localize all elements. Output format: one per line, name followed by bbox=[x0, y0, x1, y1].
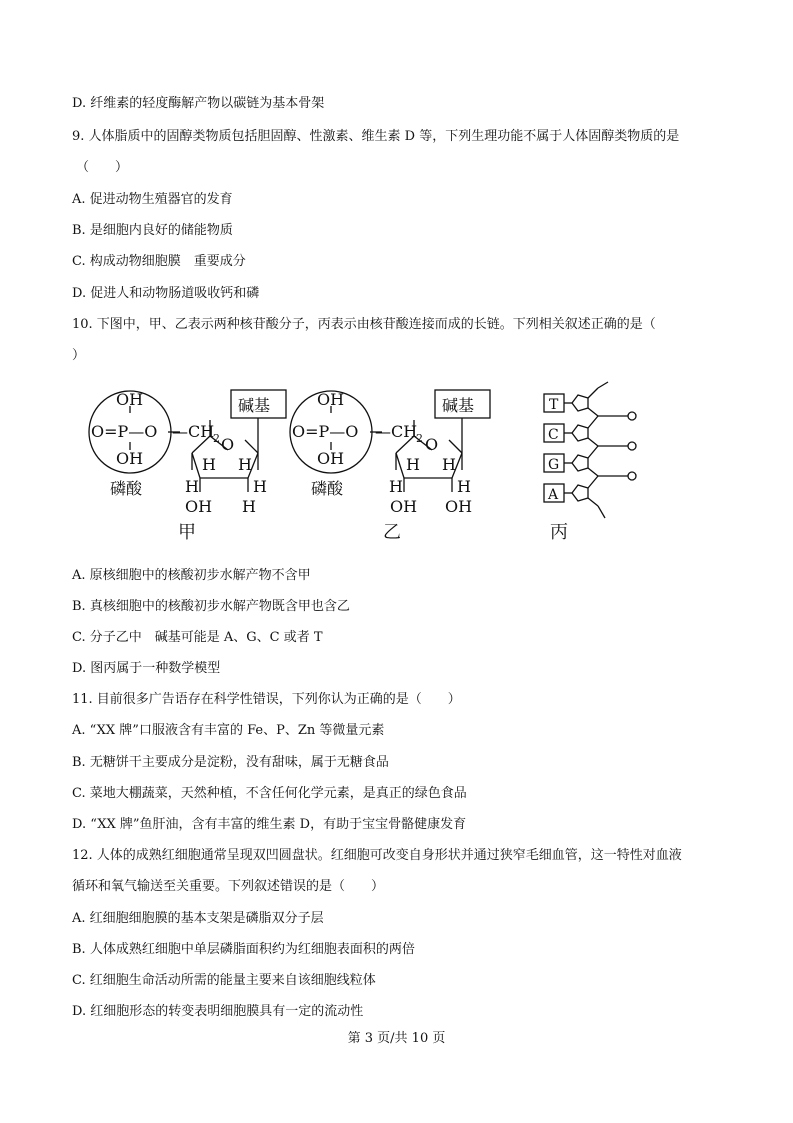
question-11: 11. 目前很多广告语存在科学性错误，下列你认为正确的是（ ） bbox=[72, 692, 461, 707]
chain-base-c: C bbox=[548, 427, 559, 443]
q10-option-a: A. 原核细胞中的核酸初步水解产物不含甲 bbox=[72, 568, 311, 583]
q12-option-c: C. 红细胞生命活动所需的能量主要来自该细胞线粒体 bbox=[72, 973, 376, 988]
jia-h-outer-left: H bbox=[185, 477, 199, 496]
q11-option-d: D. “XX 牌”鱼肝油，含有丰富的维生素 D，有助于宝宝骨骼健康发育 bbox=[72, 817, 467, 832]
q10-option-d: D. 图丙属于一种数学模型 bbox=[72, 661, 221, 676]
figure-label-jia: 甲 bbox=[178, 522, 196, 543]
q12-option-a: A. 红细胞细胞膜的基本支架是磷脂双分子层 bbox=[72, 911, 324, 926]
question-10: 10. 下图中，甲、乙表示两种核苷酸分子，丙表示由核苷酸连接而成的长链。下列相关叙述正确的是（ bbox=[72, 317, 656, 332]
yi-h-outer-right: H bbox=[457, 477, 471, 496]
q11-option-a: A. “XX 牌”口服液含有丰富的 Fe、P、Zn 等微量元素 bbox=[72, 723, 385, 738]
jia-oh-sugar: OH bbox=[185, 497, 213, 516]
question-12-cont: 循环和氧气输送至关重要。下列叙述错误的是（ ） bbox=[72, 879, 385, 894]
yi-oh-left: OH bbox=[390, 497, 418, 516]
jia-ch2: —CH bbox=[172, 422, 215, 441]
q11-option-b: B. 无糖饼干主要成分是淀粉，没有甜味，属于无糖食品 bbox=[72, 755, 389, 770]
yi-h-outer-left: H bbox=[389, 477, 403, 496]
question-12: 12. 人体的成熟红细胞通常呈现双凹圆盘状。红细胞可改变自身形状并通过狭窄毛细血管，这一特性对血液 bbox=[72, 848, 682, 863]
yi-ch2-sub: 2 bbox=[416, 432, 423, 445]
question-9: 9. 人体脂质中的固醇类物质包括胆固醇、性激素、维生素 D 等，下列生理功能不属于人体固醇类物质的是 bbox=[72, 129, 680, 144]
jia-ring-o: O bbox=[221, 435, 235, 454]
question-9-bracket: （ ） bbox=[76, 160, 129, 175]
q10-option-c: C. 分子乙中 碱基可能是 A、G、C 或者 T bbox=[72, 630, 323, 645]
chain-base-g: G bbox=[548, 457, 560, 473]
nucleotide-figure bbox=[0, 378, 793, 558]
yi-base-label: 碱基 bbox=[442, 396, 475, 415]
q9-option-c: C. 构成动物细胞膜 重要成分 bbox=[72, 254, 246, 269]
figure-label-yi: 乙 bbox=[383, 522, 401, 543]
page-footer: 第 3 页/共 10 页 bbox=[347, 1031, 446, 1046]
q11-option-c: C. 菜地大棚蔬菜，天然种植，不含任何化学元素，是真正的绿色食品 bbox=[72, 786, 467, 801]
jia-phosphate-group: O=P—O bbox=[91, 422, 158, 441]
chain-base-t: T bbox=[549, 397, 559, 413]
yi-ch2: —CH bbox=[375, 422, 418, 441]
jia-base-label: 碱基 bbox=[238, 396, 271, 415]
q9-option-b: B. 是细胞内良好的储能物质 bbox=[72, 223, 233, 238]
yi-phosphate-group: O=P—O bbox=[292, 422, 359, 441]
yi-oh-bottom: OH bbox=[317, 449, 345, 468]
yi-phosphate-label: 磷酸 bbox=[311, 479, 344, 498]
jia-h-right: H bbox=[238, 455, 252, 474]
figure-label-bing: 丙 bbox=[550, 522, 568, 543]
line-d-cellulose: D. 纤维素的轻度酶解产物以碳链为基本骨架 bbox=[72, 96, 325, 111]
yi-oh-top: OH bbox=[317, 390, 345, 409]
yi-h-right: H bbox=[442, 455, 456, 474]
jia-h-outer-right: H bbox=[253, 477, 267, 496]
yi-h-left: H bbox=[406, 455, 420, 474]
q10-option-b: B. 真核细胞中的核酸初步水解产物既含甲也含乙 bbox=[72, 599, 350, 614]
question-10-bracket: ） bbox=[72, 348, 86, 363]
jia-h-left: H bbox=[202, 455, 216, 474]
q9-option-d: D. 促进人和动物肠道吸收钙和磷 bbox=[72, 286, 260, 301]
q12-option-d: D. 红细胞形态的转变表明细胞膜具有一定的流动性 bbox=[72, 1004, 364, 1019]
jia-oh-top: OH bbox=[116, 390, 144, 409]
q9-option-a: A. 促进动物生殖器官的发育 bbox=[72, 192, 233, 207]
jia-h-bottom: H bbox=[242, 497, 256, 516]
q12-option-b: B. 人体成熟红细胞中单层磷脂面积约为红细胞表面积的两倍 bbox=[72, 942, 415, 957]
chain-base-a: A bbox=[548, 487, 559, 503]
yi-ring-o: O bbox=[425, 435, 439, 454]
jia-oh-bottom: OH bbox=[116, 449, 144, 468]
yi-oh-right: OH bbox=[445, 497, 473, 516]
jia-phosphate-label: 磷酸 bbox=[110, 479, 143, 498]
jia-ch2-sub: 2 bbox=[213, 432, 220, 445]
